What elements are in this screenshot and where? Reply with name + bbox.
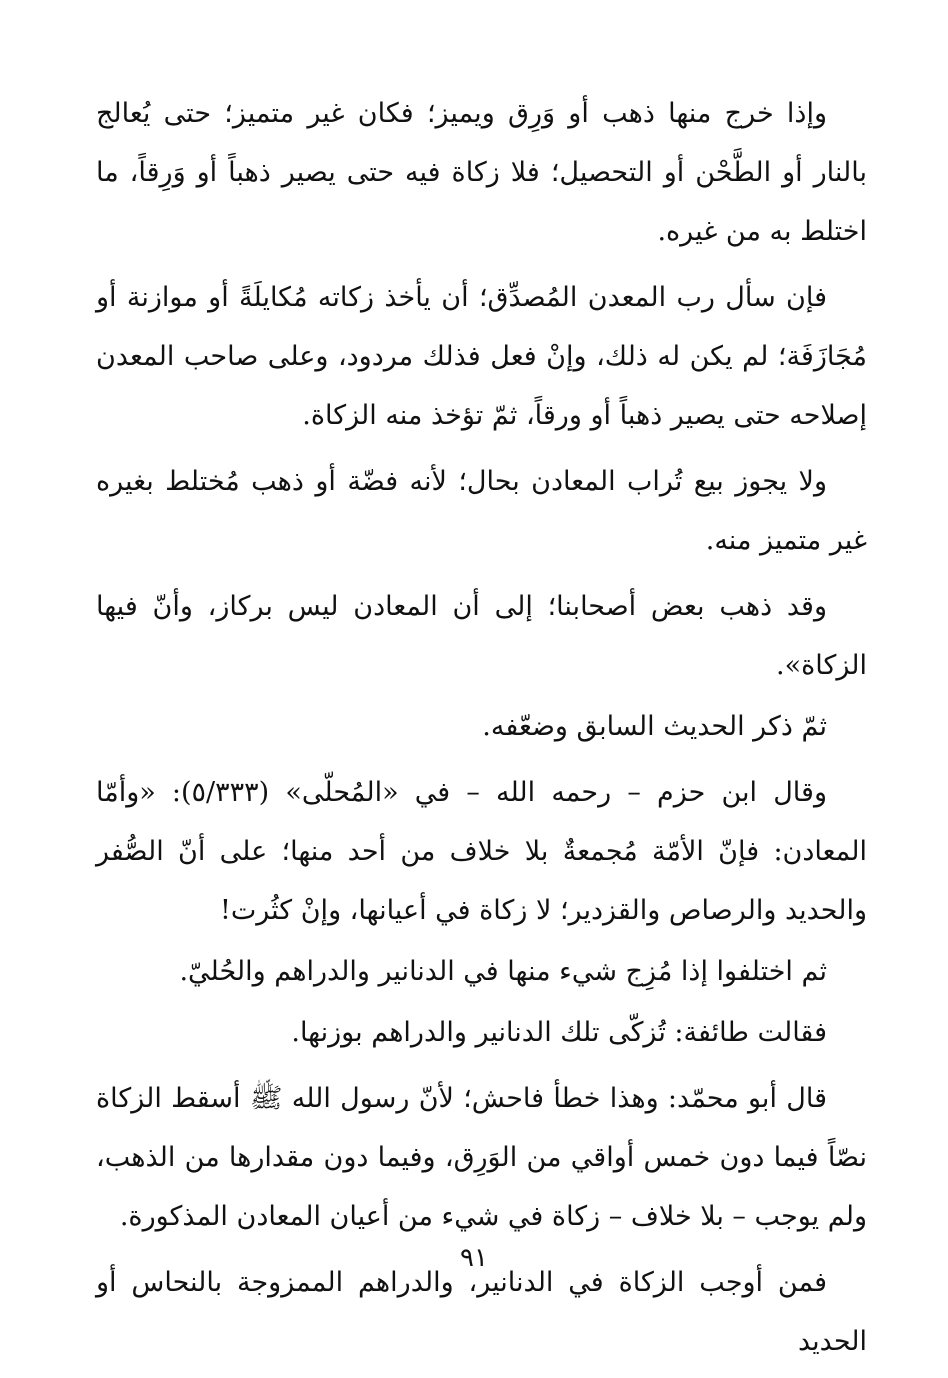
paragraph-2: فإن سأل رب المعدن المُصدِّق؛ أن يأخذ زكاته مُكايلَةً أو موازنة أو مُجَازَفَة؛ لم يكن له ذلك، وإنْ فعل فذلك مردود، وعلى صاحب المعدن إصلاحه حتى يصير ذهباً أو ورقاً، ثمّ تؤخذ منه الزكاة. bbox=[96, 282, 867, 431]
main-text bbox=[96, 84, 867, 1371]
paragraph-10: فمن أوجب الزكاة في الدنانير، والدراهم الممزوجة بالنحاس أو الحديد bbox=[96, 1267, 867, 1357]
paragraph-5: ثمّ ذكر الحديث السابق وضعّفه. bbox=[482, 711, 827, 742]
paragraph-8: فقالت طائفة: تُزكّى تلك الدنانير والدراهم بوزنها. bbox=[291, 1017, 827, 1048]
paragraph-3: ولا يجوز بيع تُراب المعادن بحال؛ لأنه فضّة أو ذهب مُختلط بغيره غير متميز منه. bbox=[96, 466, 867, 556]
paragraph-4: وقد ذهب بعض أصحابنا؛ إلى أن المعادن ليس بركاز، وأنّ فيها الزكاة». bbox=[96, 591, 867, 681]
page-number: ٩١ bbox=[460, 1243, 488, 1273]
paragraph-9: قال أبو محمّد: وهذا خطأ فاحش؛ لأنّ رسول الله ﷺ أسقط الزكاة نصّاً فيما دون خمس أواقي من الوَرِق، وفيما دون مقدارها من الذهب، ولم يوجب – بلا خلاف – زكاة في شيء من أعيان المعادن المذكورة. bbox=[96, 1083, 867, 1232]
paragraph-7: ثم اختلفوا إذا مُزِج شيء منها في الدنانير والدراهم والحُليّ. bbox=[179, 956, 827, 987]
paragraph-6: وقال ابن حزم – رحمه الله – في «المُحلّى» (٥/٣٣٣): «وأمّا المعادن: فإنّ الأمّة مُجمعةٌ بلا خلاف من أحد منها؛ على أنّ الصُّفر والحديد والرصاص والقزدير؛ لا زكاة في أعيانها، وإنْ كثُرت! bbox=[96, 777, 867, 926]
paragraph-1: وإذا خرج منها ذهب أو وَرِق ويميز؛ فكان غير متميز؛ حتى يُعالج بالنار أو الطَّحْن أو التحصيل؛ فلا زكاة فيه حتى يصير ذهباً أو وَرِقاً، ما اختلط به من غيره. bbox=[96, 98, 867, 247]
